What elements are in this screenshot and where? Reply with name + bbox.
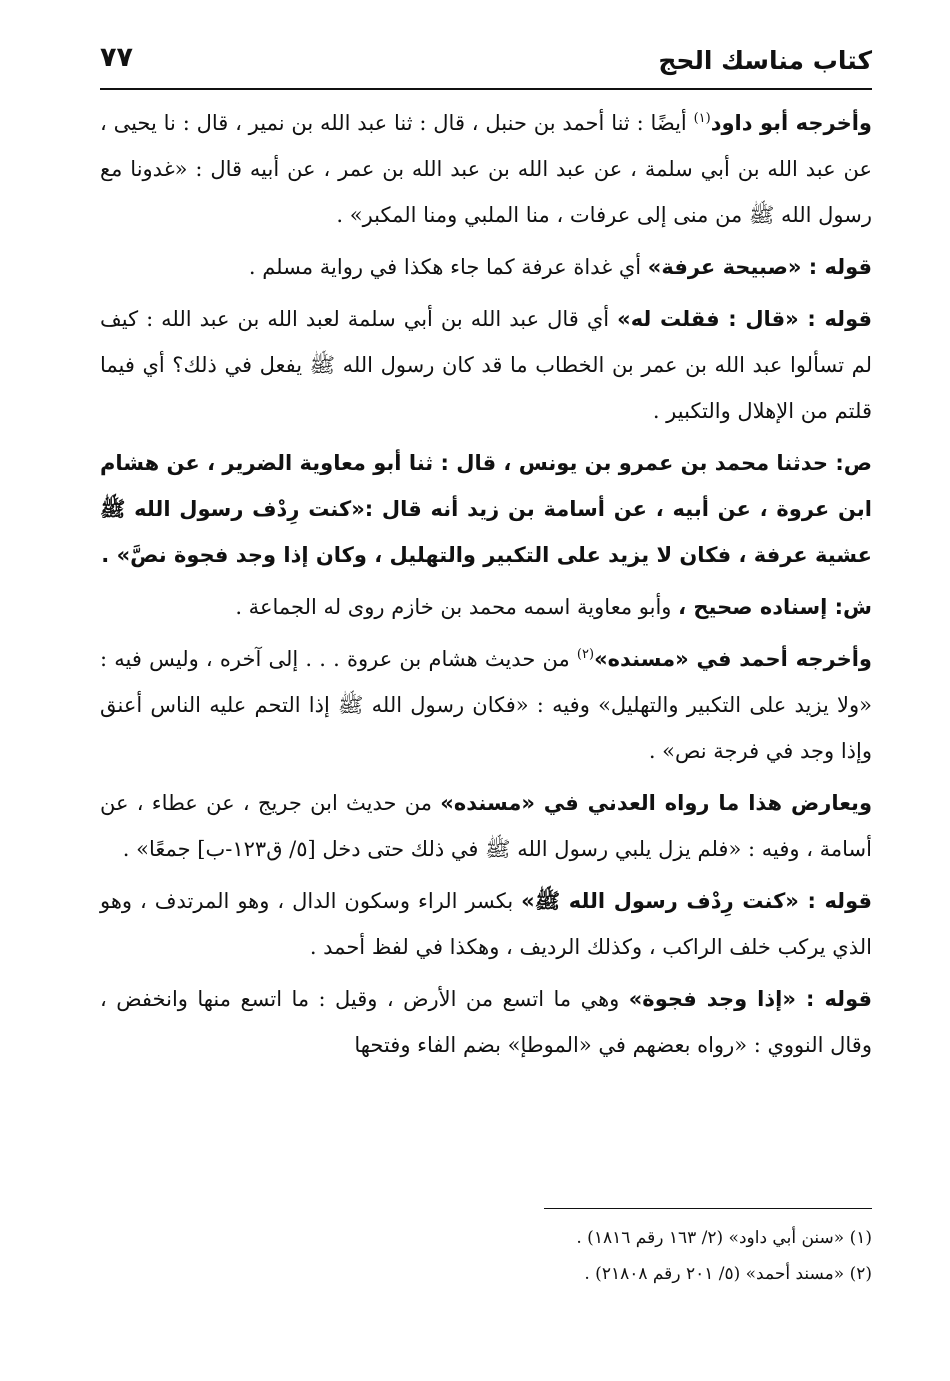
paragraph-commentary-isnad [100,584,872,630]
paragraph-text: بكسر الراء وسكون الدال ، وهو المرتدف ، وهو الذي يركب خلف الراكب ، وكذلك الرديف ، وهكذا في لفظ أحمد . [100,889,872,959]
paragraph-lead: قوله : «كنت رِدْف رسول الله ﷺ» [521,889,872,913]
paragraph-text: من حديث هشام بن عروة . . . إلى آخره ، وليس فيه : «ولا يزيد على التكبير والتهليل» وفيه : «فكان رسول الله ﷺ إذا التحم عليه الناس أعنق وإذا وجد في فرجة نص» . [100,647,872,763]
paragraph-text: من حديث ابن جريج ، عن عطاء ، عن أسامة ، وفيه : «فلم يزل يلبي رسول الله ﷺ في ذلك حتى دخل [٥/ ق١٢٣-ب] جمعًا» . [100,791,872,861]
paragraph-lead: ص: [835,451,872,475]
paragraph-text: أي غداة عرفة كما جاء هكذا في رواية مسلم . [248,255,648,279]
paragraph-lead: وأخرجه أبو داود [710,111,872,135]
paragraph-qala-faqultu [100,296,872,434]
footnote-rule [544,1208,872,1209]
header-rule [100,88,872,90]
paragraph-text: وهي ما اتسع من الأرض ، وقيل : ما اتسع منها وانخفض ، وقال النووي : «رواه بعضهم في «الموطإ» بضم الفاء وفتحها [100,987,872,1057]
paragraph-hadith-text [100,440,872,578]
paragraph-text: حدثنا محمد بن عمرو بن يونس ، قال : ثنا أبو معاوية الضرير ، عن هشام ابن عروة ، عن أبيه ، عن أسامة بن زيد أنه قال :«كنت رِدْف رسول الله ﷺ عشية عرفة ، فكان لا يزيد على التكبير والتهليل ، وكان إذا وجد فجوة نصَّ» . [100,451,872,567]
paragraph-text: أي قال عبد الله بن أبي سلمة لعبد الله بن عبد الله : كيف لم تسألوا عبد الله بن عمر بن الخطاب ما قد كان رسول الله ﷺ يفعل في ذلك؟ أي فيما قلتم من الإهلال والتكبير . [100,307,872,423]
paragraph-fajwa [100,976,872,1068]
paragraph-lead: قوله : «صبيحة عرفة» [647,255,872,279]
main-text [100,100,872,1074]
paragraph-lead: ش: إسناده صحيح ، [678,595,872,619]
paragraph-abu-dawud [100,100,872,238]
page-number: ٧٧ [100,42,133,73]
footnote-ref: (٢) [576,647,595,662]
page-header [100,38,872,88]
footnote-ref: (١) [693,111,711,126]
paragraph-lead: قوله : «قال : فقلت له» [617,307,872,331]
paragraph-sabihat-arafa [100,244,872,290]
paragraph-text: وأبو معاوية اسمه محمد بن خازم روى له الجماعة . [235,595,679,619]
paragraph-lead: قوله : «إذا وجد فجوة» [628,987,872,1011]
paragraph-ahmad [100,636,872,774]
paragraph-adani [100,780,872,872]
footnote-1: (١) «سنن أبي داود» (٢/ ١٦٣ رقم ١٨١٦) . [576,1228,872,1248]
paragraph-ridf [100,878,872,970]
paragraph-lead: ويعارض هذا ما رواه العدني في «مسنده» [440,791,872,815]
paragraph-text: أيضًا : ثنا أحمد بن حنبل ، قال : ثنا عبد الله بن نمير ، قال : نا يحيى ، عن عبد الله بن أبي سلمة ، عن عبد الله بن عبد الله بن عمر ، عن أبيه قال : «غدونا مع رسول الله ﷺ من منى إلى عرفات ، منا الملبي ومنا المكبر» . [100,111,872,227]
paragraph-lead: وأخرجه أحمد في «مسنده» [594,647,872,671]
running-title: كتاب مناسك الحج [658,46,872,75]
footnote-2: (٢) «مسند أحمد» (٥/ ٢٠١ رقم ٢١٨٠٨) . [584,1264,872,1284]
footnotes [100,1220,872,1292]
